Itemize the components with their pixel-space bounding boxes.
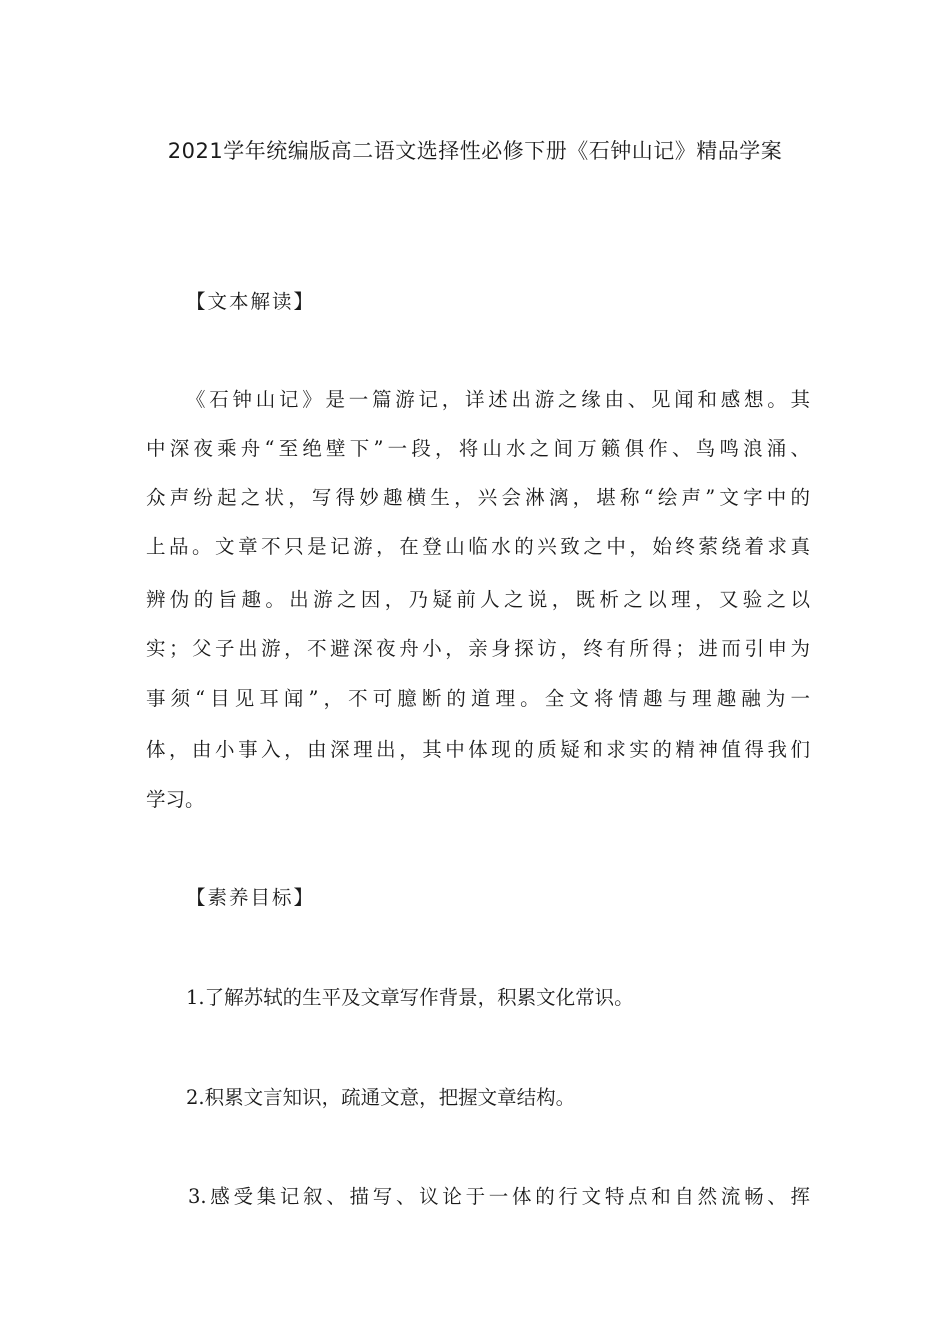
goal-item: 3.感受集记叙、描写、议论于一体的行文特点和自然流畅、挥 <box>188 1185 810 1208</box>
paragraph-line: 《石钟山记》是一篇游记，详述出游之缘由、见闻和感想。其 <box>186 388 810 411</box>
paragraph-line: 实；父子出游，不避深夜舟小，亲身探访，终有所得；进而引申为 <box>146 637 810 660</box>
paragraph-line: 体，由小事入，由深理出，其中体现的质疑和求实的精神值得我们 <box>146 738 810 761</box>
goal-item: 1.了解苏轼的生平及文章写作背景，积累文化常识。 <box>186 986 634 1009</box>
paragraph-line: 众声纷起之状，写得妙趣横生，兴会淋漓，堪称“绘声”文字中的 <box>146 486 810 509</box>
document-title: 2021学年统编版高二语文选择性必修下册《石钟山记》精品学案 <box>167 139 783 163</box>
section-heading-literacy-goals: 【素养目标】 <box>186 886 316 909</box>
paragraph-line: 事须“目见耳闻”，不可臆断的道理。全文将情趣与理趣融为一 <box>146 687 810 710</box>
goal-item: 2.积累文言知识，疏通文意，把握文章结构。 <box>186 1086 576 1109</box>
paragraph-line: 学习。 <box>146 788 205 811</box>
paragraph-line: 上品。文章不只是记游，在登山临水的兴致之中，始终萦绕着求真 <box>146 535 810 558</box>
paragraph-line: 中深夜乘舟“至绝壁下”一段，将山水之间万籁俱作、鸟鸣浪涌、 <box>146 437 810 460</box>
paragraph-line: 辨伪的旨趣。出游之因，乃疑前人之说，既析之以理，又验之以 <box>146 588 810 611</box>
section-heading-text-interpretation: 【文本解读】 <box>186 290 316 313</box>
